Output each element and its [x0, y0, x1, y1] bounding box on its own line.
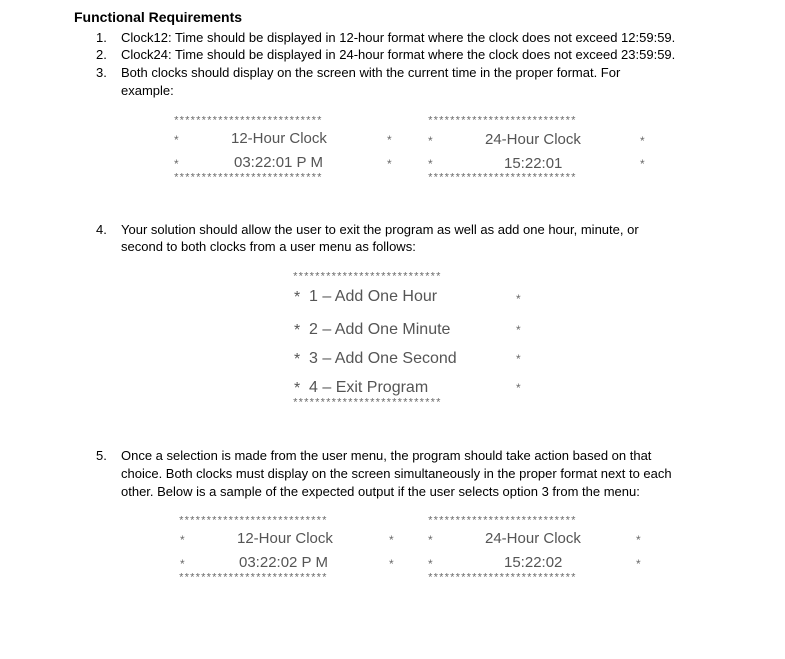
list-number: 5.	[96, 448, 107, 463]
side-star: *	[389, 557, 394, 571]
requirement-text: Clock12: Time should be displayed in 12-hour format where the clock does not exceed 12:59:59.	[121, 30, 676, 45]
list-number: 4.	[96, 222, 107, 237]
side-star: *	[636, 557, 641, 571]
requirement-text: other. Below is a sample of the expected output if the user selects option 3 from the menu:	[121, 484, 640, 499]
side-star: *	[640, 134, 645, 148]
side-star: *	[636, 533, 641, 547]
clock24-label: 24-Hour Clock	[485, 530, 581, 547]
side-star: *	[516, 292, 521, 306]
border-stars-top: ***************************	[427, 516, 576, 528]
side-star: *	[174, 157, 179, 171]
clock24-label: 24-Hour Clock	[485, 131, 581, 148]
border-stars-bottom: ***************************	[292, 398, 441, 410]
side-star: *	[180, 533, 185, 547]
menu-item-add-hour: 1 – Add One Hour	[309, 288, 438, 305]
requirement-text: choice. Both clocks must display on the screen simultaneously in the proper format next to each	[121, 466, 672, 481]
requirement-text: second to both clocks from a user menu as follows:	[121, 239, 416, 254]
side-star: *	[387, 157, 392, 171]
side-star: *	[294, 322, 301, 339]
list-number: 3.	[96, 65, 107, 80]
border-stars-bottom: ***************************	[427, 573, 576, 585]
side-star: *	[294, 289, 301, 306]
requirement-text: Once a selection is made from the user menu, the program should take action based on that	[121, 448, 652, 463]
clock12-label: 12-Hour Clock	[231, 130, 327, 147]
side-star: *	[428, 533, 433, 547]
clock24-time: 15:22:02	[504, 554, 563, 571]
page-title: Functional Requirements	[74, 9, 243, 25]
side-star: *	[428, 134, 433, 148]
requirement-text: Both clocks should display on the screen with the current time in the proper format. For	[121, 65, 621, 80]
menu-item-exit: 4 – Exit Program	[309, 379, 429, 396]
side-star: *	[516, 323, 521, 337]
menu-item-add-minute: 2 – Add One Minute	[309, 321, 451, 338]
side-star: *	[389, 533, 394, 547]
clock12-label: 12-Hour Clock	[237, 530, 333, 547]
clock12-time: 03:22:01 P M	[234, 154, 323, 171]
side-star: *	[640, 157, 645, 171]
requirement-text: Your solution should allow the user to exit the program as well as add one hour, minute, or	[121, 222, 639, 237]
list-number: 1.	[96, 30, 107, 45]
side-star: *	[174, 133, 179, 147]
border-stars-top: ***************************	[173, 116, 322, 128]
border-stars-top: ***************************	[178, 516, 327, 528]
requirement-text: example:	[121, 83, 174, 98]
side-star: *	[294, 380, 301, 397]
requirement-text: Clock24: Time should be displayed in 24-hour format where the clock does not exceed 23:59:59.	[121, 47, 676, 62]
border-stars-bottom: ***************************	[427, 173, 576, 185]
side-star: *	[294, 351, 301, 368]
clock24-time: 15:22:01	[504, 155, 563, 172]
border-stars-top: ***************************	[292, 272, 441, 284]
side-star: *	[428, 157, 433, 171]
side-star: *	[428, 557, 433, 571]
border-stars-top: ***************************	[427, 116, 576, 128]
border-stars-bottom: ***************************	[178, 573, 327, 585]
menu-item-add-second: 3 – Add One Second	[309, 350, 457, 367]
clock12-time: 03:22:02 P M	[239, 554, 328, 571]
side-star: *	[387, 133, 392, 147]
list-number: 2.	[96, 47, 107, 62]
side-star: *	[180, 557, 185, 571]
side-star: *	[516, 352, 521, 366]
side-star: *	[516, 381, 521, 395]
border-stars-bottom: ***************************	[173, 173, 322, 185]
